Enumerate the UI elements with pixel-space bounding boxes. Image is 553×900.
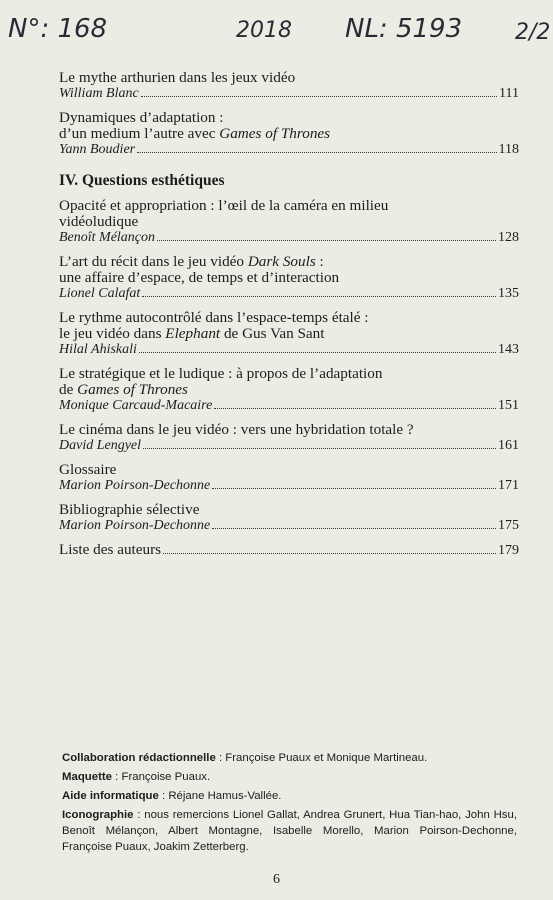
credits-block bbox=[62, 750, 517, 858]
toc-entry bbox=[59, 366, 519, 414]
dot-leader bbox=[143, 438, 496, 449]
toc-entry bbox=[59, 502, 519, 534]
toc-entry-title-line: Le stratégique et le ludique : à propos de l’adaptation bbox=[59, 365, 383, 382]
dot-leader bbox=[212, 518, 496, 529]
credit-label: Collaboration rédactionnelle bbox=[62, 752, 216, 764]
section-heading: IV. Questions esthétiques bbox=[59, 172, 225, 189]
toc-entry-page: 111 bbox=[499, 86, 519, 101]
toc-entry-title-text: : bbox=[315, 253, 324, 270]
toc-entry-title-text: de Gus Van Sant bbox=[220, 325, 325, 342]
toc-entry-title-italic: Dark Souls bbox=[247, 253, 316, 270]
dot-leader bbox=[139, 342, 496, 353]
toc-entry-page: 118 bbox=[498, 142, 519, 157]
toc-entry-leader bbox=[59, 286, 519, 302]
toc-entry-title-line bbox=[59, 126, 519, 142]
dot-leader bbox=[212, 478, 496, 489]
dot-leader bbox=[163, 543, 496, 554]
credit-aide bbox=[62, 788, 517, 804]
handwritten-part: 2/2 bbox=[515, 20, 551, 45]
toc-entry-page: 175 bbox=[498, 518, 519, 533]
page-number: 6 bbox=[273, 872, 280, 887]
toc-entry-leader bbox=[59, 518, 519, 534]
toc-entry-title-line bbox=[59, 254, 519, 270]
toc-entry bbox=[59, 310, 519, 358]
toc-entry-page: 128 bbox=[498, 230, 519, 245]
toc-entry-title-italic: Games of Thrones bbox=[77, 381, 188, 398]
toc-entry bbox=[59, 254, 519, 302]
toc-entry-title-line: vidéoludique bbox=[59, 213, 139, 230]
toc-entry-page: 151 bbox=[498, 398, 519, 413]
credit-value: : Réjane Hamus-Vallée. bbox=[158, 790, 282, 802]
credit-label: Iconographie bbox=[62, 809, 134, 821]
credit-value: : Françoise Puaux et Monique Martineau. bbox=[215, 752, 428, 764]
handwritten-year: 2018 bbox=[236, 18, 292, 43]
toc-entry-title-text: le jeu vidéo dans bbox=[59, 325, 166, 342]
toc-entry-title: Le cinéma dans le jeu vidéo : vers une hybridation totale ? bbox=[59, 421, 414, 438]
toc-entry-title-line: une affaire d’espace, de temps et d’interaction bbox=[59, 269, 340, 286]
toc-entry-leader bbox=[59, 142, 519, 158]
toc-entry-title-line bbox=[59, 382, 519, 398]
toc-entry-leader bbox=[59, 230, 519, 246]
toc-entry-title-italic: Games of Thrones bbox=[219, 125, 331, 142]
toc-entry-author: Lionel Calafat bbox=[59, 286, 141, 301]
credit-collaboration bbox=[62, 750, 517, 766]
handwritten-annotation bbox=[0, 10, 553, 54]
toc-entry-leader bbox=[59, 478, 519, 494]
credit-iconographie bbox=[62, 807, 517, 855]
toc-entry-leader bbox=[59, 438, 519, 454]
dot-leader bbox=[137, 142, 496, 153]
dot-leader bbox=[142, 286, 496, 297]
credit-maquette bbox=[62, 769, 517, 785]
toc-entry bbox=[59, 462, 519, 494]
toc-entry-author: Benoît Mélançon bbox=[59, 230, 156, 245]
credit-label: Maquette bbox=[62, 771, 112, 783]
toc-entry-author: William Blanc bbox=[59, 86, 139, 101]
handwritten-ref: N°: 168 bbox=[8, 14, 108, 44]
toc-entry-author: Yann Boudier bbox=[59, 142, 136, 157]
toc-entry-title: Glossaire bbox=[59, 461, 117, 478]
toc-entry-page: 179 bbox=[498, 543, 519, 558]
toc-entry-title-line: Le rythme autocontrôlé dans l’espace-temps étalé : bbox=[59, 309, 369, 326]
toc-entry-author: Hilal Ahiskali bbox=[59, 342, 137, 357]
toc-entry-title-text: de bbox=[59, 381, 78, 398]
toc-entry-title-line: Dynamiques d’adaptation : bbox=[59, 109, 224, 126]
toc-entry-title: Le mythe arthurien dans les jeux vidéo bbox=[59, 69, 296, 86]
toc-entry-page: 161 bbox=[498, 438, 519, 453]
handwritten-code: NL: 5193 bbox=[345, 14, 463, 44]
toc-entry-page: 171 bbox=[498, 478, 519, 493]
toc-entry-page: 143 bbox=[498, 342, 519, 357]
toc-entry bbox=[59, 542, 519, 559]
toc-entry-author: Monique Carcaud-Macaire bbox=[59, 398, 213, 413]
toc-entry bbox=[59, 70, 519, 102]
credit-value: : nous remercions Lionel Gallat, Andrea Grunert, Hua Tian-hao, John Hsu, Benoît Mélançon, Albert Montagne, Isabelle Morello, Marion Poirson-Dechonne, Françoise Puaux, Joakim Zetterberg. bbox=[62, 809, 517, 853]
toc-entry bbox=[59, 198, 519, 246]
toc-entry-title-line: Opacité et appropriation : l’œil de la caméra en milieu bbox=[59, 197, 389, 214]
credit-value: : Françoise Puaux. bbox=[112, 771, 211, 783]
credit-label: Aide informatique bbox=[62, 790, 159, 802]
toc-entry-author: David Lengyel bbox=[59, 438, 142, 453]
toc-entry-title: Liste des auteurs bbox=[59, 541, 162, 558]
toc-entry-author: Marion Poirson-Dechonne bbox=[59, 518, 211, 533]
toc-entry-page: 135 bbox=[498, 286, 519, 301]
toc-entry-leader bbox=[59, 342, 519, 358]
toc-entry bbox=[59, 110, 519, 158]
table-of-contents bbox=[59, 70, 519, 567]
toc-entry-leader bbox=[59, 398, 519, 414]
toc-entry-title-text: d’un medium l’autre avec bbox=[59, 125, 220, 142]
dot-leader bbox=[157, 230, 496, 241]
toc-entry-title-line bbox=[59, 326, 519, 342]
toc-entry-leader bbox=[59, 86, 519, 102]
toc-entry-title-italic: Elephant bbox=[165, 325, 221, 342]
toc-entry-title: Bibliographie sélective bbox=[59, 501, 200, 518]
toc-entry-leader bbox=[59, 542, 519, 559]
toc-entry-author: Marion Poirson-Dechonne bbox=[59, 478, 211, 493]
toc-entry bbox=[59, 422, 519, 454]
toc-entry-title-text: L’art du récit dans le jeu vidéo bbox=[59, 253, 248, 270]
dot-leader bbox=[214, 398, 496, 409]
dot-leader bbox=[141, 86, 497, 97]
